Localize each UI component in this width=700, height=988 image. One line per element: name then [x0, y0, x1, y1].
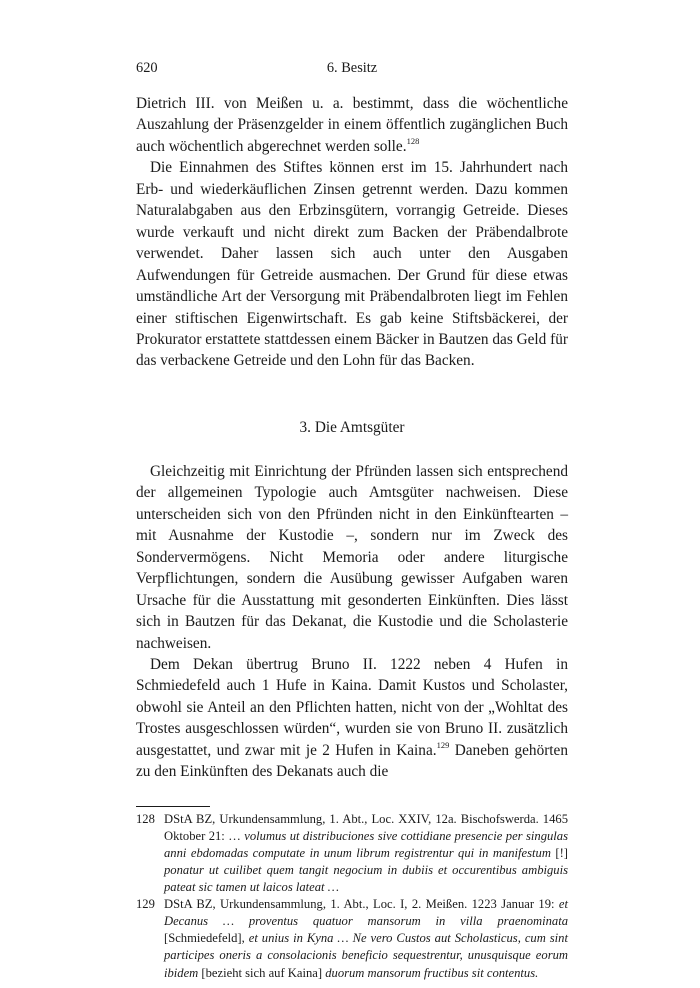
footnote-128: [136, 811, 568, 896]
footnote-number: 129: [136, 897, 155, 912]
chapter-title: 6. Besitz: [326, 60, 378, 76]
paragraph-4: [136, 654, 568, 783]
section-heading: 3. Die Amtsgüter: [299, 418, 405, 436]
footnote-quote: ponatur ut cuilibet quem tangit negocium in dubiis et occurentibus ambiguis pateat sic tamen ut laicos lateat …: [164, 862, 568, 895]
footnote-source: DStA BZ, Urkundensammlung, 1. Abt., Loc. I, 2. Meißen. 1223 Januar 19:: [164, 897, 559, 912]
footnote-source: DStA BZ, Urkundensammlung, 1. Abt., Loc. XXIV, 12a. Bischofswerda. 1465 Oktober 21: …: [164, 811, 568, 843]
footnote-editorial: [Schmiedefeld],: [164, 931, 249, 946]
footnote-129: [136, 896, 568, 981]
paragraph-4-continuation: Daneben gehörten zu den Einkünften des Dekanats auch die: [136, 741, 568, 781]
paragraph-3: Gleichzeitig mit Einrichtung der Pfründen lassen sich entsprechend der allgemeinen Typologie auch Amtsgüter nachweisen. Diese unterscheiden sich von den Pfründen nicht in den Einkünftearten – mit Ausnahme der Kustodie –, sondern nur im Zweck des Sondervermögens. Nicht Memoria oder andere liturgische Verpflichtungen, sondern die Ausübung gewisser Aufgaben waren Ursache für die Ausstattung mit gesonderten Einkünften. Dies lässt sich in Bautzen für das Dekanat, die Kustodie und die Scholasterie nachweisen.: [136, 462, 568, 652]
footnote-ref-129[interactable]: 129: [436, 739, 450, 750]
running-header: [136, 58, 568, 78]
paragraph-2: Die Einnahmen des Stiftes können erst im 15. Jahrhundert nach Erb- und wiederkäuflichen Zinsen getrennt werden. Dazu kommen Naturalabgaben aus den Erbzinsgütern, vorrangig Getreide. Dieses wurde verkauft und nicht direkt zum Backen der Präbendalbrote verwendet. Daher lassen sich auch unter den Ausgaben Aufwendungen für Getreide ausmachen. Der Grund für diese etwas umständliche Art der Versorgung mit Präbendalbroten liegt im Fehlen einer stiftischen Eigenwirtschaft. Es gab keine Stiftsbäckerei, der Prokurator erstattete stattdessen einem Bäcker in Bautzen das Geld für das verbackene Getreide und den Lohn für das Backen.: [136, 159, 568, 370]
footnote-number: 128: [136, 811, 155, 826]
footnote-editorial: [!]: [550, 845, 568, 860]
footnote-text: [164, 897, 568, 979]
footnote-separator: [136, 806, 210, 807]
footnotes: [136, 811, 568, 982]
paragraph-1: [136, 93, 568, 157]
footnote-quote: et unius in Kyna … Ne vero Custos aut Scholasticus, cum sint participes oneris a consolacionis beneficio sequestrentur, unusquisque eorum ibidem: [164, 931, 568, 980]
footnote-ref-128[interactable]: 128: [406, 135, 420, 146]
paragraph-4-text: Dem Dekan übertrug Bruno II. 1222 neben 4 Hufen in Schmiedefeld auch 1 Hufe in Kaina. Damit Kustos und Scholaster, obwohl sie Anteil an den Pflichten hatten, nicht von der „Wohltat des Trostes ausgeschlossen würden“, wurden sie von Bruno II. zusätzlich ausgestattet, und zwar mit je 2 Hufen in Kaina.: [136, 655, 568, 759]
book-page: [136, 58, 568, 982]
footnote-quote: volumus ut distribuciones sive cottidiane presencie per singulas anni ebdomadas computate in unum librum registrentur qui in manifestum: [164, 828, 568, 860]
footnote-quote: et Decanus … proventus quatuor mansorum in villa praenominata: [164, 897, 568, 929]
footnote-quote: duorum mansorum fructibus sit contentus.: [325, 965, 539, 980]
footnote-editorial: [bezieht sich auf Kaina]: [198, 965, 326, 980]
body-text: [136, 93, 568, 783]
page-number: 620: [136, 60, 158, 76]
paragraph-1-text: Dietrich III. von Meißen u. a. bestimmt, dass die wöchentliche Auszahlung der Präsenzgelder in einem öffentlich zugänglichen Buch auch wöchentlich abgerechnet werden solle.: [136, 95, 568, 155]
footnote-text: [164, 812, 568, 894]
